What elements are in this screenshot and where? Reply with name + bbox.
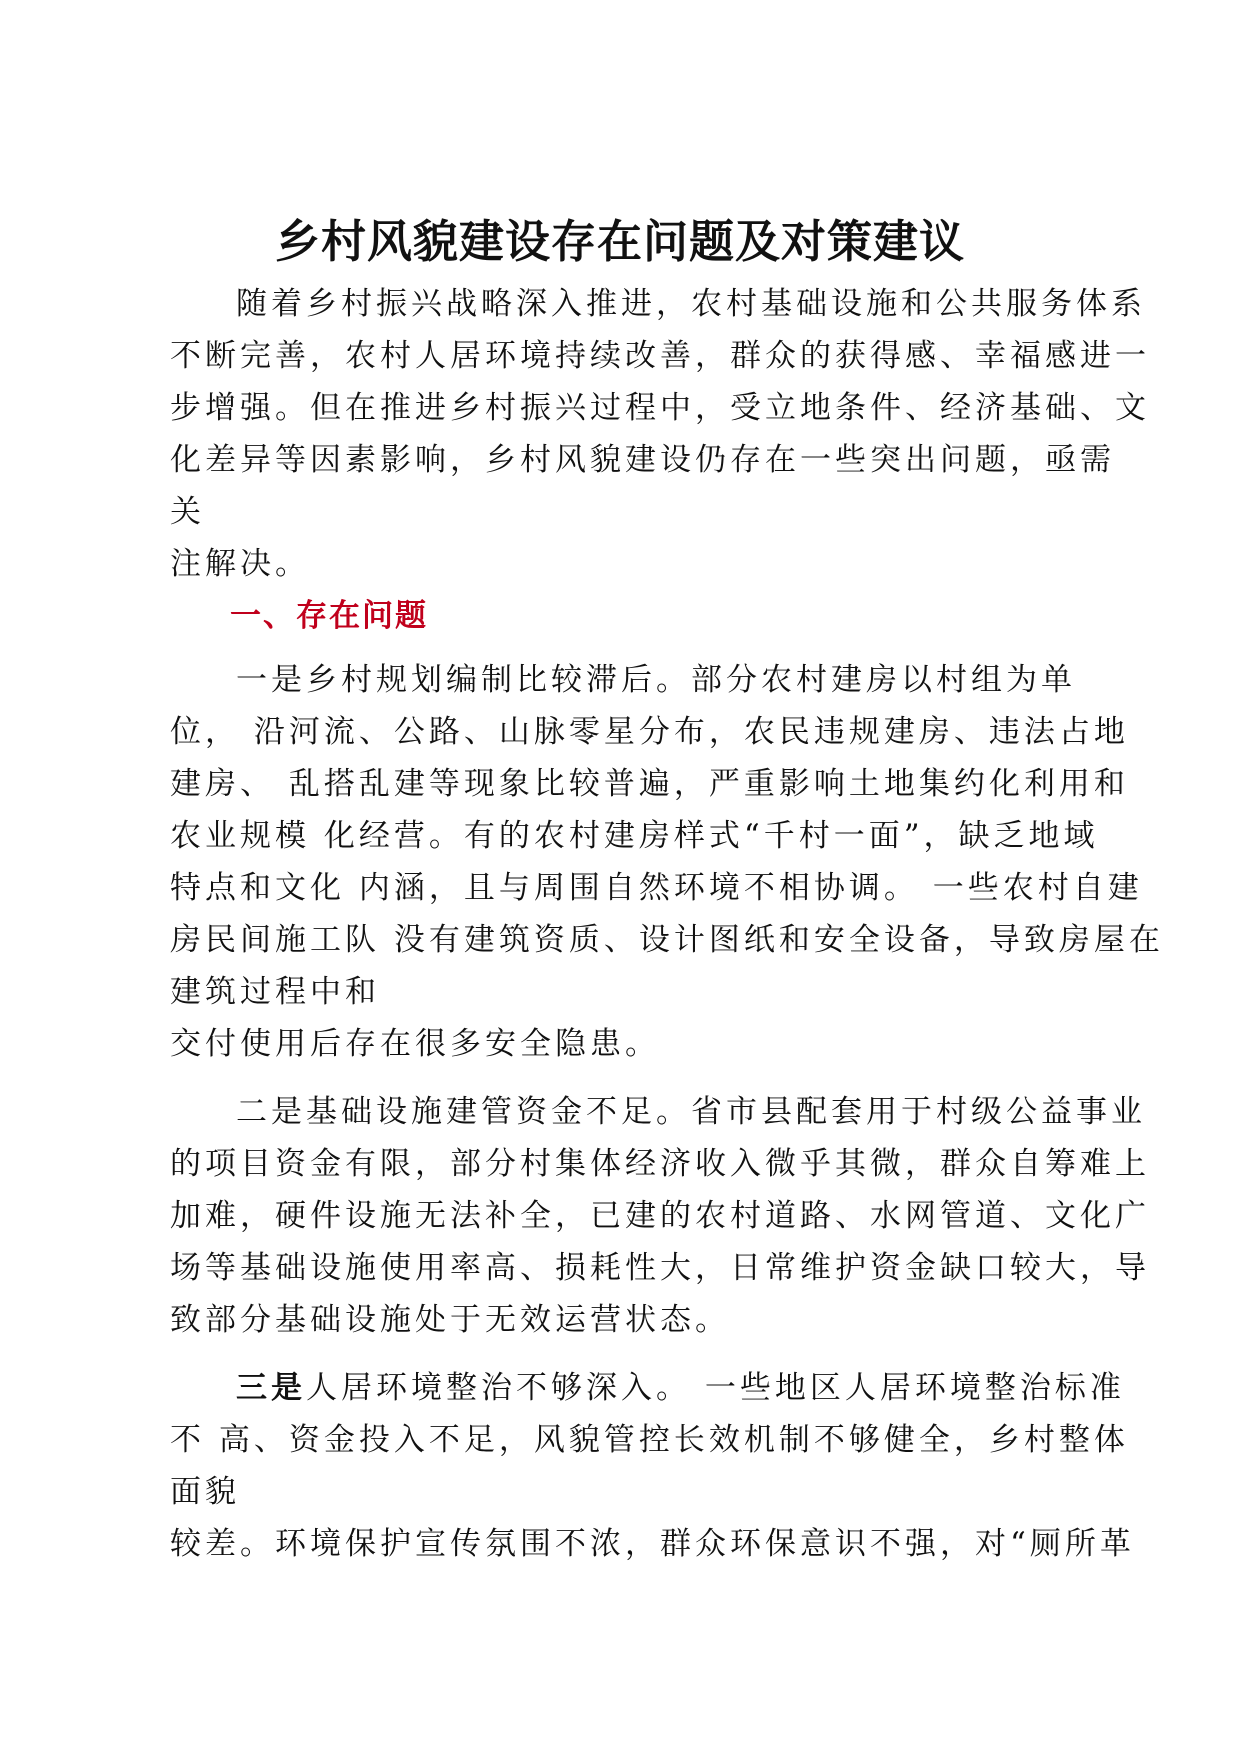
para3-first-rest: 人居环境整治不够深入。 一些地区人居环境整治标准 [306,1370,1125,1406]
para1-line: 房民间施工队 没有建筑资质、设计图纸和安全设备，导致房屋在 [170,922,1164,958]
para2-line: 二是基础设施建管资金不足。省市县配套用于村级公益事业 [236,1094,1146,1130]
section-heading: 一、存在问题 [230,598,428,634]
para1-line: 建房、 乱搭乱建等现象比较普遍，严重影响土地集约化利用和 [170,766,1129,802]
para1-line: 建筑过程中和 [170,974,380,1010]
para2-line: 致部分基础设施处于无效运营状态。 [170,1302,730,1338]
intro-line: 化差异等因素影响，乡村风貌建设仍存在一些突出问题，亟需 [170,442,1115,478]
intro-line: 随着乡村振兴战略深入推进，农村基础设施和公共服务体系 [236,286,1146,322]
para2-line: 的项目资金有限，部分村集体经济收入微乎其微，群众自筹难上 [170,1146,1150,1182]
intro-line: 注解决。 [170,546,310,582]
para1-line: 交付使用后存在很多安全隐患。 [170,1026,660,1062]
para1-line: 农业规模 化经营。有的农村建房样式“千村一面”，缺乏地域 [170,818,1099,854]
intro-line: 步增强。但在推进乡村振兴过程中，受立地条件、经济基础、文 [170,390,1150,426]
para1-line: 一是乡村规划编制比较滞后。部分农村建房以村组为单 [236,662,1076,698]
document-title: 乡村风貌建设存在问题及对策建议 [274,215,965,268]
para3-line: 较差。环境保护宣传氛围不浓，群众环保意识不强，对“厕所革 [170,1526,1135,1562]
para3-line [236,1368,1125,1408]
para2-line: 加难，硬件设施无法补全，已建的农村道路、水网管道、文化广 [170,1198,1150,1234]
intro-line: 不断完善，农村人居环境持续改善，群众的获得感、幸福感进一 [170,338,1150,374]
para3-lead: 三是 [236,1370,306,1406]
para3-line: 不 高、资金投入不足，风貌管控长效机制不够健全，乡村整体 [170,1422,1129,1458]
para2-line: 场等基础设施使用率高、损耗性大，日常维护资金缺口较大，导 [170,1250,1150,1286]
intro-line: 关 [170,494,205,530]
para1-line: 位， 沿河流、公路、山脉零星分布，农民违规建房、违法占地 [170,714,1129,750]
para1-line: 特点和文化 内涵，且与周围自然环境不相协调。 一些农村自建 [170,870,1143,906]
para3-line: 面貌 [170,1474,240,1510]
